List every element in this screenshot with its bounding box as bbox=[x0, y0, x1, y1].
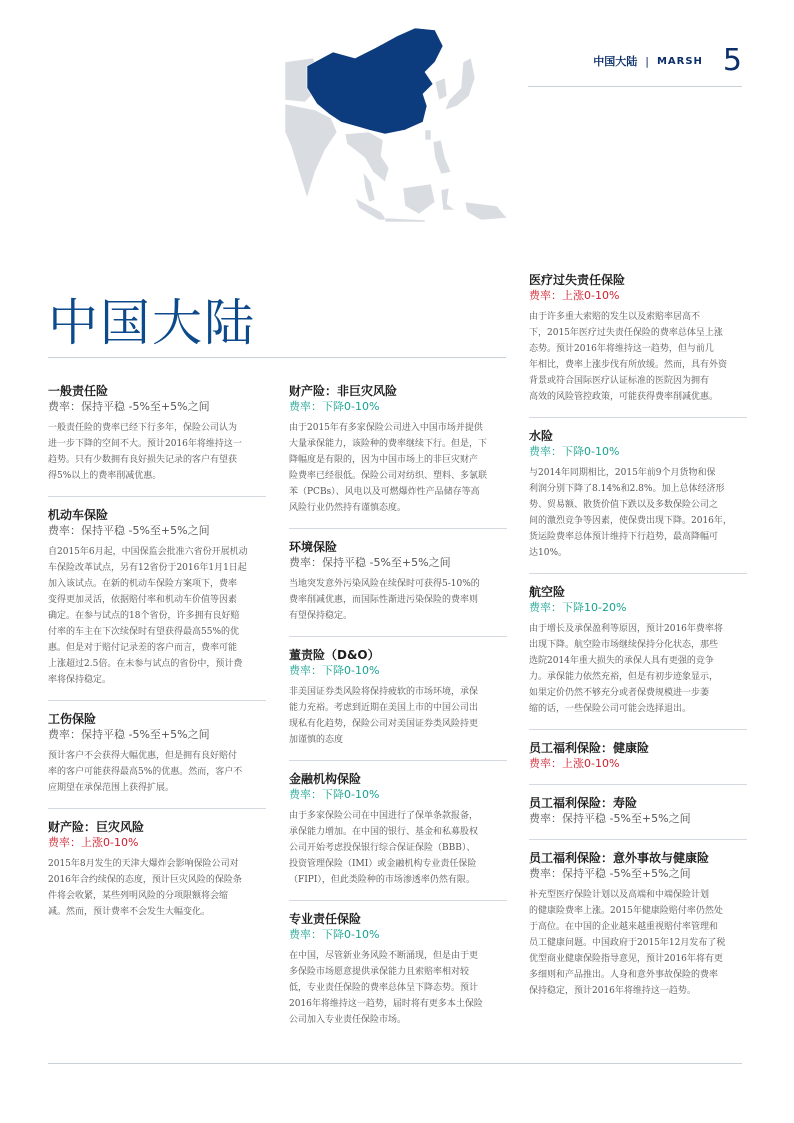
section-body bbox=[48, 420, 266, 484]
body-line: 降幅度是有限的，因为中国市场上的非巨灾财产 bbox=[289, 455, 479, 465]
column-middle bbox=[289, 383, 507, 1028]
body-line: 势、贸易额、散货价值下跌以及多数保险公司之 bbox=[529, 500, 719, 510]
section-divider bbox=[289, 636, 507, 637]
body-line: 由于增长及承保盈利等原因，预计2016年费率将 bbox=[529, 624, 723, 634]
taiwan-island bbox=[425, 130, 431, 140]
body-line: 2015年8月发生的天津大爆炸会影响保险公司对 bbox=[48, 859, 239, 869]
section-divider bbox=[529, 573, 747, 574]
body-line: 员工健康问题。中国政府于2015年12月发布了税 bbox=[529, 938, 726, 948]
body-line: 态势。预计2016年将维持这一趋势，但与前几 bbox=[529, 344, 714, 354]
section-divider bbox=[529, 729, 747, 730]
borneo-island bbox=[403, 184, 435, 214]
body-line: 应期望在承保范围上获得扩展。 bbox=[48, 783, 175, 793]
body-line: 非美国证券类风险将保持疲软的市场环境，承保 bbox=[289, 687, 479, 697]
header-country: 中国大陆 bbox=[593, 55, 638, 68]
page-title: 中国大陆 bbox=[48, 294, 256, 352]
korea-peninsula bbox=[435, 78, 447, 100]
section-title: 员工福利保险：健康险 bbox=[529, 741, 650, 755]
section-divider bbox=[48, 808, 266, 809]
body-line: 优型商业健康保险指导意见，预计2016年将有更 bbox=[529, 954, 723, 964]
footer-rule bbox=[48, 1063, 742, 1064]
java-island bbox=[385, 218, 425, 222]
rate-label: 费率：保持平稳 -5%至+5%之间 bbox=[48, 400, 210, 413]
body-line: 2016年合约续保的态度，预计巨灾风险的保险条 bbox=[48, 875, 242, 885]
rate-section bbox=[48, 819, 266, 920]
body-line: 件将会收紧，某些列明风险的分项限额将会缩 bbox=[48, 891, 229, 901]
body-line: 当地突发意外污染风险在续保时可获得5-10%的 bbox=[289, 579, 480, 589]
body-line: 力。承保能力依然充裕，但是有初步迹象显示， bbox=[529, 672, 719, 682]
section-body bbox=[529, 887, 747, 999]
body-line: 能力充裕。考虑到近期在美国上市的中国公司出 bbox=[289, 703, 479, 713]
body-line: 率的客户可能获得最高5%的优惠。然而，客户不 bbox=[48, 767, 243, 777]
section-body bbox=[289, 684, 507, 748]
body-line: 利润分别下降了8.14%和2.8%。加上总体经济形 bbox=[529, 484, 725, 494]
body-line: 费率削减优惠，而国际性渐进污染保险的费率则 bbox=[289, 595, 479, 605]
rate-label: 费率：保持平稳 -5%至+5%之间 bbox=[48, 524, 210, 537]
title-rule bbox=[48, 357, 506, 358]
rate-label: 费率：上涨0-10% bbox=[48, 836, 139, 849]
header-separator: | bbox=[645, 54, 649, 68]
body-line: 率将保持稳定。 bbox=[48, 675, 112, 685]
rate-section bbox=[529, 584, 747, 717]
section-title: 专业责任保险 bbox=[289, 912, 362, 926]
section-title: 工伤保险 bbox=[48, 712, 97, 726]
body-line: 进一步下降的空间不大。预计2016年将维持这一 bbox=[48, 439, 242, 449]
body-line: 一般责任险的费率已经下行多年，保险公司认为 bbox=[48, 423, 238, 433]
header-brand: MARSH bbox=[656, 55, 703, 67]
rate-section bbox=[529, 428, 747, 561]
section-title: 一般责任险 bbox=[48, 384, 109, 398]
section-divider bbox=[529, 417, 747, 418]
philippines-islands bbox=[433, 140, 451, 174]
body-line: 大量承保能力，该险种的费率继续下行。但是，下 bbox=[289, 439, 488, 449]
section-title: 医疗过失责任保险 bbox=[529, 273, 626, 287]
header-rule bbox=[528, 86, 742, 87]
body-line: 得5%以上的费率削减优惠。 bbox=[48, 471, 162, 481]
rate-label: 费率：上涨0-10% bbox=[529, 757, 620, 770]
body-line: 背景或符合国际医疗认证标准的医院因为拥有 bbox=[529, 376, 710, 386]
section-divider bbox=[289, 528, 507, 529]
rate-label: 费率：保持平稳 -5%至+5%之间 bbox=[289, 556, 451, 569]
body-line: 减。然而，预计费率不会发生大幅变化。 bbox=[48, 907, 211, 917]
section-divider bbox=[48, 700, 266, 701]
body-line: 公司加入专业责任保险市场。 bbox=[289, 1015, 407, 1025]
section-title: 员工福利保险：寿险 bbox=[529, 796, 638, 810]
section-title: 水险 bbox=[529, 429, 554, 443]
section-title: 董责险（D&O） bbox=[289, 648, 380, 662]
rate-section bbox=[529, 740, 747, 772]
body-line: 由于许多重大索赔的发生以及索赔率居高不 bbox=[529, 312, 701, 322]
body-line: 公司开始考虑投保银行综合保证保险（BBB）、 bbox=[289, 843, 476, 853]
body-line: 间的激烈竞争等因素，使保费出现下降。2016年， bbox=[529, 516, 732, 526]
body-line: 惠。但是对于赔付记录差的客户而言，费率可能 bbox=[48, 643, 238, 653]
section-body bbox=[48, 748, 266, 796]
section-body bbox=[48, 544, 266, 688]
body-line: 上涨超过2.5倍。在未参与试点的省份中，预计费 bbox=[48, 659, 243, 669]
rate-section bbox=[289, 539, 507, 624]
section-title: 环境保险 bbox=[289, 540, 338, 554]
rate-label: 费率：下降0-10% bbox=[289, 664, 380, 677]
body-line: 加谨慎的态度 bbox=[289, 735, 344, 745]
rate-label: 费率：下降10-20% bbox=[529, 601, 627, 614]
column-right bbox=[529, 272, 747, 999]
body-line: 投资管理保险（IMI）或金融机构专业责任保险 bbox=[289, 859, 477, 869]
rate-section bbox=[529, 272, 747, 405]
rate-section bbox=[289, 771, 507, 888]
body-line: 确定。在参与试点的18个省份，许多拥有良好赔 bbox=[48, 611, 240, 621]
body-line: 2016年将维持这一趋势，届时将有更多本土保险 bbox=[289, 999, 483, 1009]
body-line: 自2015年6月起，中国保监会批准六省份开展机动 bbox=[48, 547, 248, 557]
malay-peninsula bbox=[363, 172, 375, 202]
rate-label: 费率：下降0-10% bbox=[529, 445, 620, 458]
body-line: 的健康险费率上涨。2015年健康险赔付率仍然处 bbox=[529, 906, 723, 916]
body-line: 承保能力增加。在中国的银行、基金和私募股权 bbox=[289, 827, 479, 837]
rate-label: 费率：下降0-10% bbox=[289, 928, 380, 941]
section-divider bbox=[529, 839, 747, 840]
southeast-asia-landmass bbox=[345, 132, 389, 182]
body-line: 选院2014年重大损失的承保人具有更强的竞争 bbox=[529, 656, 714, 666]
body-line: 缩的话，一些保险公司可能会选择退出。 bbox=[529, 704, 692, 714]
body-line: 保持稳定，预计2016年将维持这一趋势。 bbox=[529, 986, 696, 996]
japan-islands bbox=[445, 58, 475, 110]
body-line: 达10%。 bbox=[529, 548, 568, 558]
body-line: 趋势。只有少数拥有良好损失记录的客户有望获 bbox=[48, 455, 238, 465]
body-line: 在中国，尽管新业务风险不断涌现，但是由于更 bbox=[289, 951, 479, 961]
section-body bbox=[529, 309, 747, 405]
rate-section bbox=[289, 383, 507, 516]
section-title: 航空险 bbox=[529, 585, 566, 599]
body-line: 高效的风险管控政策，可能获得费率削减优惠。 bbox=[529, 392, 719, 402]
rate-label: 费率：下降0-10% bbox=[289, 400, 380, 413]
body-line: 补充型医疗保险计划以及高端和中端保险计划 bbox=[529, 890, 710, 900]
rate-section bbox=[289, 647, 507, 748]
section-body bbox=[289, 576, 507, 624]
body-line: 如果定价仍然不够充分或者保费规模进一步萎 bbox=[529, 688, 710, 698]
section-body bbox=[529, 465, 747, 561]
body-line: 与2014年同期相比，2015年前9个月货物和保 bbox=[529, 468, 716, 478]
rate-section bbox=[289, 911, 507, 1028]
section-body bbox=[289, 948, 507, 1028]
rate-section bbox=[48, 383, 266, 484]
rate-section bbox=[529, 850, 747, 999]
body-line: 风险行业仍然持有谨慎态度。 bbox=[289, 503, 407, 513]
section-title: 财产险：巨灾风险 bbox=[48, 820, 145, 834]
section-body bbox=[289, 808, 507, 888]
body-line: 车保险改革试点，另有12省份于2016年1月1日起 bbox=[48, 563, 247, 573]
body-line: 出现下降。航空险市场继续保持分化状态，那些 bbox=[529, 640, 719, 650]
section-divider bbox=[289, 760, 507, 761]
section-body bbox=[529, 621, 747, 717]
body-line: 苯（PCBs）、风电以及可燃爆炸性产品储存等高 bbox=[289, 487, 480, 497]
rate-section bbox=[48, 507, 266, 688]
body-line: 现私有化趋势，保险公司对美国证券类风险持更 bbox=[289, 719, 479, 729]
section-title: 财产险：非巨灾风险 bbox=[289, 384, 398, 398]
body-line: 变得更加灵活，依据赔付率和机动车价值等因素 bbox=[48, 595, 238, 605]
rate-label: 费率：上涨0-10% bbox=[529, 289, 620, 302]
section-divider bbox=[289, 900, 507, 901]
rate-section bbox=[529, 795, 747, 827]
body-line: 加入该试点。在新的机动车保险方案项下，费率 bbox=[48, 579, 238, 589]
section-body bbox=[48, 856, 266, 920]
section-body bbox=[289, 420, 507, 516]
body-line: 多保险市场愿意提供承保能力且索赔率相对较 bbox=[289, 967, 470, 977]
page-header bbox=[593, 43, 742, 78]
body-line: 有望保持稳定。 bbox=[289, 611, 353, 621]
body-line: 多细则和产品推出。人身和意外事故保险的费率 bbox=[529, 970, 719, 980]
body-line: 低，专业责任保险的费率总体呈下降态势。预计 bbox=[289, 983, 479, 993]
rate-section bbox=[48, 711, 266, 796]
body-line: 下，2015年医疗过失责任保险的费率总体呈上涨 bbox=[529, 328, 723, 338]
body-line: （FIPI），但此类险种的市场渗透率仍然有限。 bbox=[289, 875, 475, 885]
section-title: 金融机构保险 bbox=[289, 772, 362, 786]
new-guinea-island bbox=[465, 202, 507, 220]
body-line: 付率的车主在下次续保时有望获得最高55%的优 bbox=[48, 627, 240, 637]
body-line: 由于2015年有多家保险公司进入中国市场并提供 bbox=[289, 423, 483, 433]
section-divider bbox=[48, 496, 266, 497]
asia-map-illustration bbox=[285, 22, 507, 222]
column-left bbox=[48, 383, 266, 920]
section-divider bbox=[529, 784, 747, 785]
sulawesi-island bbox=[441, 188, 455, 210]
india-landmass bbox=[285, 104, 337, 198]
body-line: 年相比，费率上涨步伐有所放缓。然而，具有外资 bbox=[529, 360, 728, 370]
rate-label: 费率：保持平稳 -5%至+5%之间 bbox=[529, 867, 691, 880]
rate-label: 费率：下降0-10% bbox=[289, 788, 380, 801]
rate-label: 费率：保持平稳 -5%至+5%之间 bbox=[529, 812, 691, 825]
body-line: 预计客户不会获得大幅优惠，但是拥有良好赔付 bbox=[48, 751, 238, 761]
section-title: 员工福利保险：意外事故与健康险 bbox=[529, 851, 710, 865]
rate-label: 费率：保持平稳 -5%至+5%之间 bbox=[48, 728, 210, 741]
body-line: 货运险费率总体预计维持下行趋势，最高降幅可 bbox=[529, 532, 719, 542]
page-number: 5 bbox=[722, 43, 742, 78]
body-line: 于高位。在中国的企业越来越重视赔付率管理和 bbox=[529, 922, 719, 932]
body-line: 险费率已经很低。保险公司对纺织、塑料、多氯联 bbox=[289, 471, 488, 481]
section-title: 机动车保险 bbox=[48, 508, 109, 522]
body-line: 由于多家保险公司在中国进行了保单条款报备， bbox=[289, 811, 479, 821]
